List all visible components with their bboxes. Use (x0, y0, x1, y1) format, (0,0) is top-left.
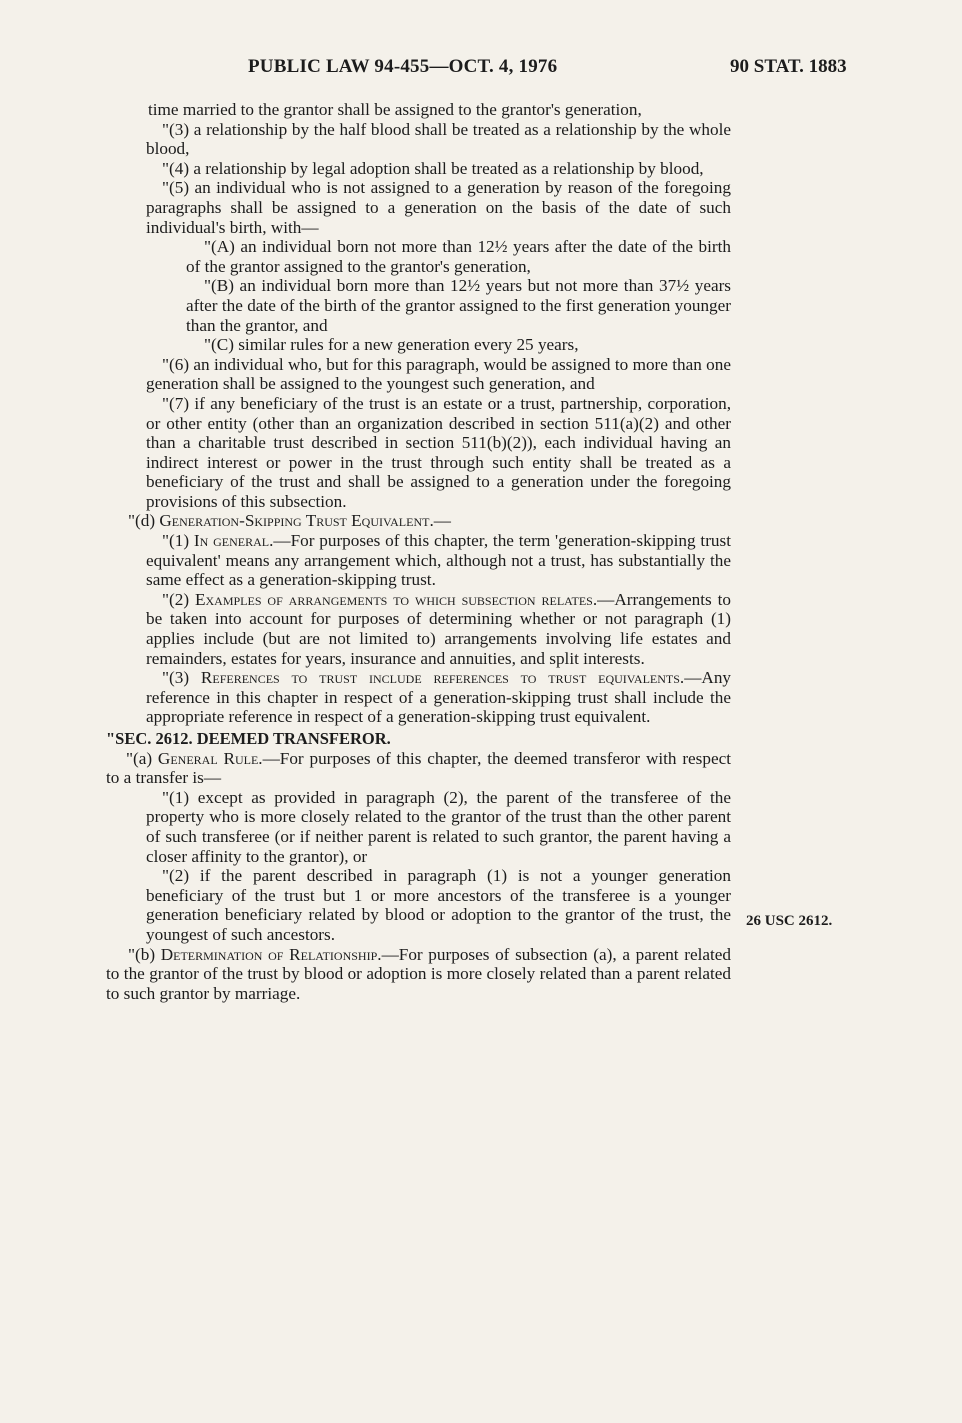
paragraph-text: .—For purposes of subsection (a), a parent related to the grantor of the trust by blood or adoption is more closely related than a parent related to such grantor by marriage. (106, 944, 732, 1003)
paragraph (106, 178, 731, 237)
paragraph-text: "(4) a relationship by legal adoption shall be treated as a relationship by blood, (162, 158, 704, 178)
paragraph (106, 100, 731, 120)
paragraph-lead: "(d) (128, 511, 160, 531)
section-heading (106, 729, 731, 749)
paragraph-text: "(3) a relationship by the half blood shall be treated as a relationship by the whole blood, (146, 119, 731, 159)
paragraph (106, 237, 731, 276)
paragraph (106, 355, 731, 394)
paragraph (106, 590, 731, 668)
paragraph-text: "(2) if the parent described in paragraph (1) is not a younger generation beneficiary of the trust but 1 or more ancestors of the transferee is a younger generation beneficiary related by blood or adoption to the grantor of the trust, the youngest of such ancestors. (146, 866, 731, 944)
paragraph-text: "(C) similar rules for a new generation every 25 years, (204, 335, 579, 355)
paragraph-text: "SEC. 2612. DEEMED TRANSFEROR. (106, 729, 391, 748)
paragraph-text: "(7) if any beneficiary of the trust is an estate or a trust, partnership, corporation, or other entity (other than an organization described in section 511(a)(2) and other than a charitable trust described in section 511(b)(2)), each individual having an indirect interest or power in the trust through such entity shall be treated as a beneficiary of the trust and shall be assigned to a generation under the foregoing provisions of this subsection. (146, 393, 731, 511)
paragraph-text: .—For purposes of this chapter, the term 'generation-skipping trust equivalent' means any arrangement which, although not a trust, has substantially the same effect as a generation-skipping trust. (146, 531, 731, 590)
paragraph (106, 749, 731, 788)
paragraph-text: "(B) an individual born more than 12½ years but not more than 37½ years after the date of the birth of the grantor assigned to the first generation younger than the grantor, and (186, 276, 731, 335)
paragraph-text: .—For purposes of this chapter, the deemed transferor with respect to a transfer is— (106, 748, 731, 788)
paragraph-heading: Determination of Relationship (160, 944, 378, 964)
paragraph (106, 788, 731, 866)
paragraph (106, 866, 731, 944)
paragraph-text: .—Arrangements to be taken into account for purposes of determining whether or not paragraph (1) applies include (but are not limited to) arrangements involving life estates and remainders, estates for years, insurance and annuities, and split interests. (146, 589, 731, 668)
page-header-title: PUBLIC LAW 94-455—OCT. 4, 1976 (248, 56, 558, 77)
paragraph (106, 668, 731, 727)
paragraph-lead: "(b) (128, 944, 161, 964)
paragraph-lead: "(a) (126, 748, 158, 768)
paragraph-text: "(1) except as provided in paragraph (2), the parent of the transferee of the property who is more closely related to the grantor of the trust than the other parent of such transferee (or if neither parent is related to such grantor, the parent having a closer affinity to the grantor), or (146, 787, 731, 866)
paragraph-lead: "(2) (162, 589, 195, 609)
paragraph (106, 120, 731, 159)
paragraph-heading: General Rule (157, 748, 259, 768)
paragraph-heading: Generation-Skipping Trust Equivalent (159, 511, 430, 531)
paragraph-text: "(6) an individual who, but for this paragraph, would be assigned to more than one generation shall be assigned to the youngest such generation, and (146, 354, 731, 394)
paragraph-text: time married to the grantor shall be assigned to the grantor's generation, (148, 100, 642, 119)
paragraph-text: "(A) an individual born not more than 12½ years after the date of the birth of the grantor assigned to the grantor's generation, (186, 237, 731, 276)
paragraph (106, 276, 731, 335)
paragraph-lead: "(3) (162, 668, 201, 688)
paragraph-heading: Examples of arrangements to which subsection relates (194, 589, 593, 609)
paragraph-heading: In general (193, 531, 270, 551)
paragraph-lead: "(1) (162, 531, 194, 551)
document-body (106, 100, 731, 1003)
page-header-stat: 90 STAT. 1883 (730, 56, 847, 77)
paragraph (106, 335, 731, 355)
paragraph-text: .— (429, 511, 451, 531)
margin-citation: 26 USC 2612. (746, 913, 833, 929)
paragraph-text: .—Any reference in this chapter in respect of a generation-skipping trust shall include the appropriate reference in respect of a generation-skipping trust equivalent. (146, 668, 732, 727)
paragraph (106, 394, 731, 512)
paragraph-heading: References to trust include references to trust equivalents (200, 668, 680, 688)
paragraph (106, 159, 731, 179)
paragraph (106, 531, 731, 590)
paragraph-text: "(5) an individual who is not assigned to a generation by reason of the foregoing paragraphs shall be assigned to a generation on the basis of the date of such individual's birth, with— (146, 178, 731, 237)
paragraph (106, 511, 731, 531)
paragraph (106, 945, 731, 1004)
